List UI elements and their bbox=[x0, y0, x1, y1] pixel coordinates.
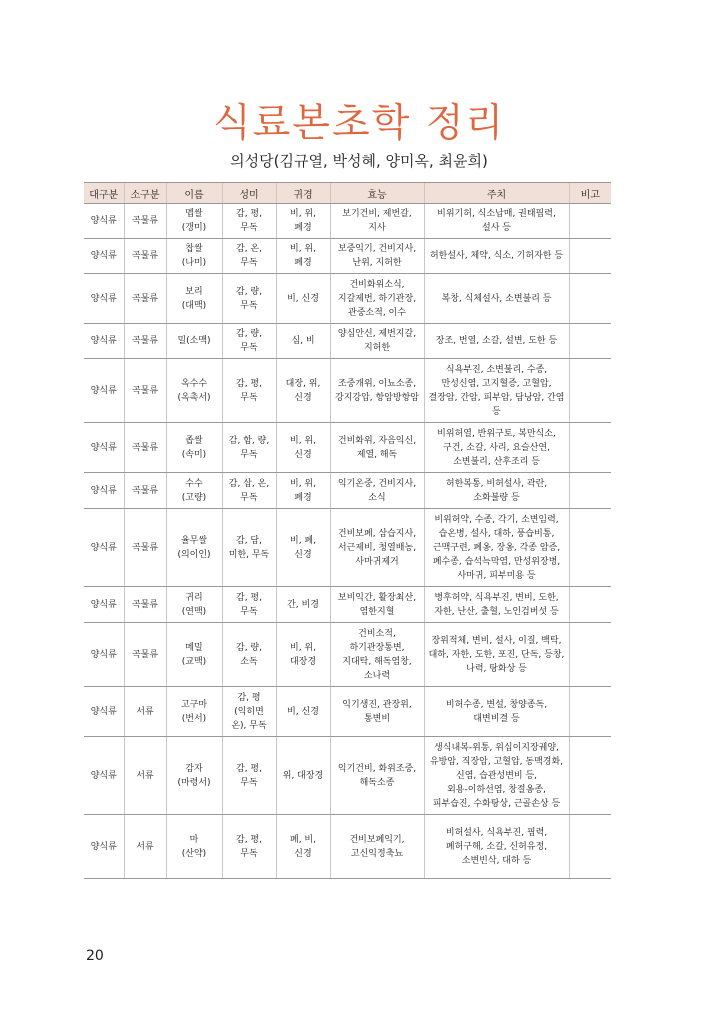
efficacy-cell: 건비화위소식, 지갈제번, 하기관장, 관중소적, 이수 bbox=[330, 274, 424, 324]
nature-cell: 감, 담, 미한, 무독 bbox=[222, 509, 276, 587]
meridian-cell: 폐, 비, 신경 bbox=[276, 815, 330, 879]
remarks-cell bbox=[569, 204, 611, 239]
efficacy-cell: 건비보폐익기, 고신익정축뇨 bbox=[330, 815, 424, 879]
name-cell: 메밀 (교맥) bbox=[166, 623, 222, 687]
table-row bbox=[84, 359, 611, 423]
indication-cell: 비위허열, 반위구토, 복만식소, 구건, 소갈, 사리, 요슬산연, 소변불리, 산후조리 등 bbox=[424, 423, 569, 473]
remarks-cell bbox=[569, 473, 611, 509]
nature-cell: 감, 량, 무독 bbox=[222, 274, 276, 324]
name-cell: 고구마 (번서) bbox=[166, 687, 222, 737]
category-cell: 양식류 bbox=[84, 359, 124, 423]
meridian-cell: 간, 비경 bbox=[276, 587, 330, 623]
subcategory-cell: 서류 bbox=[124, 815, 166, 879]
column-header: 이름 bbox=[166, 183, 222, 204]
column-header: 비고 bbox=[569, 183, 611, 204]
indication-cell: 복창, 식체설사, 소변불리 등 bbox=[424, 274, 569, 324]
name-cell: 마 (산약) bbox=[166, 815, 222, 879]
nature-cell: 감, 량, 소독 bbox=[222, 623, 276, 687]
subcategory-cell: 서류 bbox=[124, 737, 166, 815]
category-cell: 양식류 bbox=[84, 423, 124, 473]
table-row bbox=[84, 473, 611, 509]
category-cell: 양식류 bbox=[84, 274, 124, 324]
indication-cell: 비허설사, 식욕부진, 핍력, 폐허구해, 소갈, 신허유정, 소변빈삭, 대하 등 bbox=[424, 815, 569, 879]
subcategory-cell: 곡물류 bbox=[124, 423, 166, 473]
category-cell: 양식류 bbox=[84, 623, 124, 687]
column-header: 소구분 bbox=[124, 183, 166, 204]
indication-cell: 허한설사, 체약, 식소, 기허자한 등 bbox=[424, 239, 569, 274]
meridian-cell: 비, 위, 폐경 bbox=[276, 239, 330, 274]
meridian-cell: 비, 위, 폐경 bbox=[276, 204, 330, 239]
indication-cell: 장조, 번열, 소갈, 설변, 도한 등 bbox=[424, 324, 569, 359]
efficacy-cell: 익기온중, 건비지사, 소식 bbox=[330, 473, 424, 509]
name-cell: 옥수수 (옥촉서) bbox=[166, 359, 222, 423]
name-cell: 멥쌀 (갱미) bbox=[166, 204, 222, 239]
efficacy-cell: 건비화위, 자음익신, 제열, 해독 bbox=[330, 423, 424, 473]
subcategory-cell: 곡물류 bbox=[124, 623, 166, 687]
name-cell: 감자 (마령서) bbox=[166, 737, 222, 815]
name-cell: 수수 (고량) bbox=[166, 473, 222, 509]
subcategory-cell: 곡물류 bbox=[124, 587, 166, 623]
efficacy-cell: 건비소적, 하기관장통변, 지대탁, 해독염창, 소나력 bbox=[330, 623, 424, 687]
nature-cell: 감, 량, 무독 bbox=[222, 324, 276, 359]
subcategory-cell: 서류 bbox=[124, 687, 166, 737]
category-cell: 양식류 bbox=[84, 815, 124, 879]
meridian-cell: 비, 신경 bbox=[276, 274, 330, 324]
herb-table bbox=[84, 182, 611, 879]
meridian-cell: 비, 폐, 신경 bbox=[276, 509, 330, 587]
table-header-row bbox=[84, 183, 611, 204]
category-cell: 양식류 bbox=[84, 204, 124, 239]
remarks-cell bbox=[569, 423, 611, 473]
category-cell: 양식류 bbox=[84, 687, 124, 737]
table-row bbox=[84, 587, 611, 623]
meridian-cell: 비, 신경 bbox=[276, 687, 330, 737]
table-row bbox=[84, 239, 611, 274]
remarks-cell bbox=[569, 737, 611, 815]
indication-cell: 비위기허, 식소납매, 권태핍력, 설사 등 bbox=[424, 204, 569, 239]
indication-cell: 식욕부진, 소변불리, 수종, 만성신염, 고지혈증, 고혈압, 결장암, 간암, 피부암, 담낭암, 간염 등 bbox=[424, 359, 569, 423]
remarks-cell bbox=[569, 239, 611, 274]
category-cell: 양식류 bbox=[84, 324, 124, 359]
efficacy-cell: 건비보폐, 삼습지사, 서근제비, 청열배농, 사마귀제거 bbox=[330, 509, 424, 587]
nature-cell: 감, 온, 무독 bbox=[222, 239, 276, 274]
remarks-cell bbox=[569, 687, 611, 737]
category-cell: 양식류 bbox=[84, 473, 124, 509]
indication-cell: 장위적체, 변비, 설사, 이질, 백탁, 대하, 자한, 도한, 포진, 단독, 등창, 나력, 탕화상 등 bbox=[424, 623, 569, 687]
name-cell: 귀리 (연맥) bbox=[166, 587, 222, 623]
name-cell: 좁쌀 (속미) bbox=[166, 423, 222, 473]
subcategory-cell: 곡물류 bbox=[124, 359, 166, 423]
table-row bbox=[84, 509, 611, 587]
column-header: 대구분 bbox=[84, 183, 124, 204]
column-header: 귀경 bbox=[276, 183, 330, 204]
subcategory-cell: 곡물류 bbox=[124, 509, 166, 587]
authors-line: 의성당(김규열, 박성혜, 양미옥, 최윤희) bbox=[230, 152, 488, 170]
efficacy-cell: 보기건비, 제번갈, 지사 bbox=[330, 204, 424, 239]
meridian-cell: 위, 대장경 bbox=[276, 737, 330, 815]
meridian-cell: 대장, 위, 신경 bbox=[276, 359, 330, 423]
indication-cell: 생식내복-위통, 위십이지장궤양, 유방암, 직장암, 고혈압, 동맥경화, 신염, 습관성변비 등, 외용-이하선염, 창절옹종, 피부습진, 수화탕상, 근골손상 등 bbox=[424, 737, 569, 815]
nature-cell: 감, 평, 무독 bbox=[222, 815, 276, 879]
meridian-cell: 비, 위, 신경 bbox=[276, 423, 330, 473]
nature-cell: 감, 평, 무독 bbox=[222, 359, 276, 423]
table-row bbox=[84, 623, 611, 687]
nature-cell: 감, 평, 무독 bbox=[222, 737, 276, 815]
table-row bbox=[84, 423, 611, 473]
indication-cell: 허한복통, 비허설사, 곽란, 소화불량 등 bbox=[424, 473, 569, 509]
efficacy-cell: 익기생진, 관장위, 통변비 bbox=[330, 687, 424, 737]
nature-cell: 감, 평, 무독 bbox=[222, 587, 276, 623]
column-header: 주치 bbox=[424, 183, 569, 204]
page-title: 식료본초학 정리 bbox=[212, 101, 506, 146]
category-cell: 양식류 bbox=[84, 587, 124, 623]
nature-cell: 감, 함, 량, 무독 bbox=[222, 423, 276, 473]
remarks-cell bbox=[569, 815, 611, 879]
subcategory-cell: 곡물류 bbox=[124, 204, 166, 239]
meridian-cell: 비, 위, 대장경 bbox=[276, 623, 330, 687]
efficacy-cell: 보비익간, 활장최산, 염한지혈 bbox=[330, 587, 424, 623]
remarks-cell bbox=[569, 509, 611, 587]
efficacy-cell: 보중익기, 건비지사, 난위, 지허한 bbox=[330, 239, 424, 274]
column-header: 성미 bbox=[222, 183, 276, 204]
efficacy-cell: 양심안신, 제번지갈, 지허한 bbox=[330, 324, 424, 359]
column-header: 효능 bbox=[330, 183, 424, 204]
meridian-cell: 비, 위, 폐경 bbox=[276, 473, 330, 509]
remarks-cell bbox=[569, 623, 611, 687]
table-body bbox=[84, 204, 611, 879]
table-row bbox=[84, 815, 611, 879]
name-cell: 찹쌀 (나미) bbox=[166, 239, 222, 274]
page-number: 20 bbox=[86, 948, 104, 964]
table-row bbox=[84, 274, 611, 324]
remarks-cell bbox=[569, 587, 611, 623]
table-row bbox=[84, 737, 611, 815]
subcategory-cell: 곡물류 bbox=[124, 324, 166, 359]
indication-cell: 비위허약, 수종, 각기, 소변임력, 습온병, 설사, 대하, 풍습비통, 근맥구련, 폐옹, 장옹, 각종 암증, 폐수종, 습석늑막염, 만성위장병, 사마귀, 피부미용 등 bbox=[424, 509, 569, 587]
remarks-cell bbox=[569, 324, 611, 359]
table-row bbox=[84, 324, 611, 359]
nature-cell: 감, 삽, 온, 무독 bbox=[222, 473, 276, 509]
name-cell: 율무쌀 (의이인) bbox=[166, 509, 222, 587]
table-row bbox=[84, 687, 611, 737]
efficacy-cell: 조중개위, 이뇨소종, 강지강압, 항암방항암 bbox=[330, 359, 424, 423]
remarks-cell bbox=[569, 359, 611, 423]
indication-cell: 비허수종, 변설, 창양종독, 대변비결 등 bbox=[424, 687, 569, 737]
nature-cell: 감, 평 (익히면 온), 무독 bbox=[222, 687, 276, 737]
category-cell: 양식류 bbox=[84, 509, 124, 587]
category-cell: 양식류 bbox=[84, 737, 124, 815]
category-cell: 양식류 bbox=[84, 239, 124, 274]
efficacy-cell: 익기건비, 화위조중, 해독소종 bbox=[330, 737, 424, 815]
nature-cell: 감, 평, 무독 bbox=[222, 204, 276, 239]
subcategory-cell: 곡물류 bbox=[124, 239, 166, 274]
name-cell: 보리 (대맥) bbox=[166, 274, 222, 324]
subcategory-cell: 곡물류 bbox=[124, 473, 166, 509]
name-cell: 밀(소맥) bbox=[166, 324, 222, 359]
meridian-cell: 심, 비 bbox=[276, 324, 330, 359]
table-row bbox=[84, 204, 611, 239]
subcategory-cell: 곡물류 bbox=[124, 274, 166, 324]
remarks-cell bbox=[569, 274, 611, 324]
indication-cell: 병후허약, 식욕부진, 변비, 도한, 자한, 난산, 출혈, 노인검버섯 등 bbox=[424, 587, 569, 623]
